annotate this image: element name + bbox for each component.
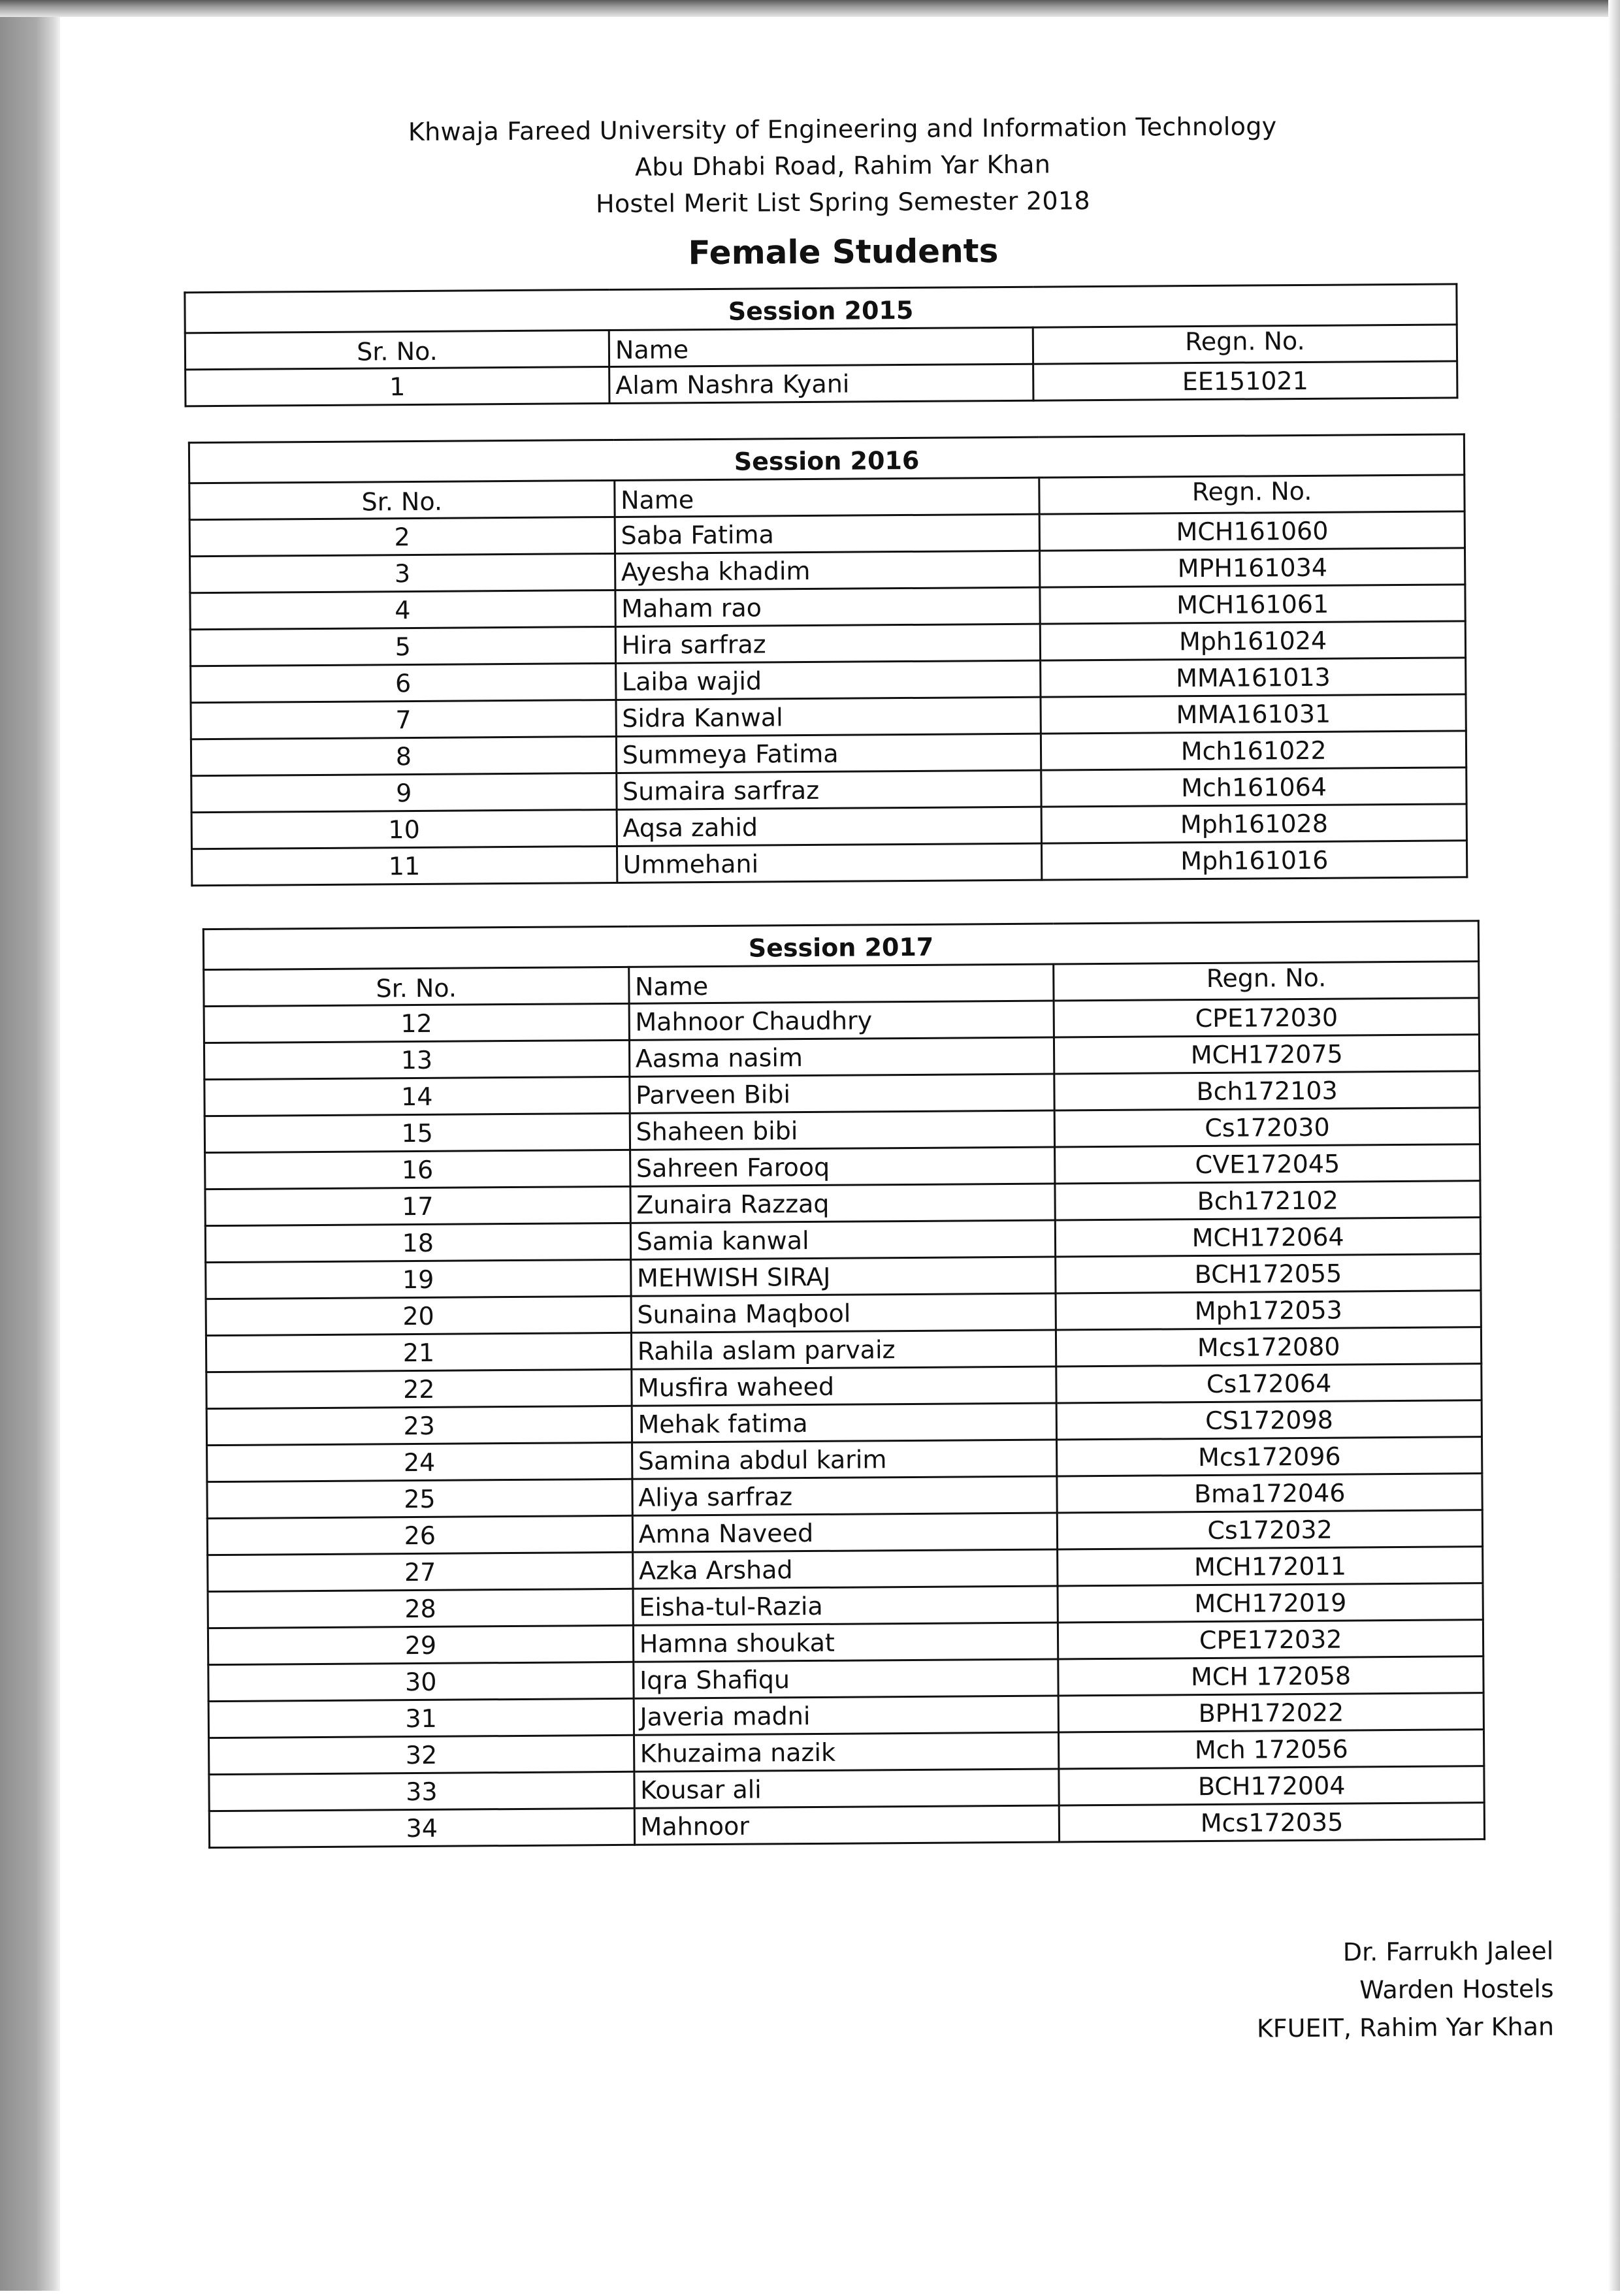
student-sr-no: 13	[204, 1040, 629, 1079]
student-regn-no: Mcs172035	[1060, 1803, 1485, 1842]
session-title: Session 2017	[203, 921, 1478, 970]
signatory-name: Dr. Farrukh Jaleel	[1342, 1936, 1554, 1967]
student-name: Hamna shoukat	[633, 1623, 1058, 1662]
student-name: Ayesha khadim	[615, 551, 1040, 590]
regn-no-header: Regn. No.	[1054, 962, 1479, 1001]
student-regn-no: EE151021	[1033, 361, 1457, 400]
student-regn-no: MCH172011	[1058, 1547, 1483, 1586]
student-regn-no: CPE172030	[1054, 998, 1479, 1037]
student-regn-no: BCH172055	[1056, 1254, 1481, 1293]
student-sr-no: 26	[207, 1515, 632, 1555]
student-name: Javeria madni	[634, 1696, 1059, 1735]
student-sr-no: 18	[205, 1223, 630, 1262]
student-name: Aliya sarfraz	[632, 1476, 1058, 1515]
student-name: Rahila aslam parvaiz	[631, 1330, 1056, 1369]
student-sr-no: 4	[190, 590, 615, 629]
student-sr-no: 28	[208, 1589, 633, 1628]
student-name: Shaheen bibi	[630, 1110, 1055, 1150]
student-regn-no: Cs172064	[1056, 1364, 1482, 1403]
student-name: Musfira waheed	[631, 1366, 1056, 1406]
student-name: Maham rao	[615, 587, 1041, 626]
student-name: Khuzaima nazik	[634, 1732, 1059, 1771]
student-name: Parveen Bibi	[629, 1074, 1054, 1113]
student-regn-no: Bma172046	[1057, 1474, 1482, 1513]
student-sr-no: 14	[204, 1076, 630, 1116]
student-sr-no: 34	[209, 1808, 634, 1847]
student-regn-no: Mch161064	[1041, 768, 1466, 807]
student-regn-no: MCH172064	[1056, 1218, 1481, 1257]
student-sr-no: 1	[186, 367, 609, 406]
student-regn-no: MCH161061	[1040, 585, 1465, 624]
student-name: Aqsa zahid	[617, 807, 1042, 846]
student-regn-no: MCH 172058	[1058, 1657, 1483, 1696]
student-regn-no: Cs172030	[1054, 1108, 1480, 1147]
student-regn-no: BPH172022	[1058, 1693, 1483, 1732]
student-regn-no: CPE172032	[1058, 1620, 1483, 1659]
student-name: Zunaira Razzaq	[630, 1184, 1056, 1223]
sr-no-header: Sr. No.	[189, 480, 615, 519]
student-row	[209, 1803, 1484, 1848]
student-name: Sidra Kanwal	[616, 697, 1041, 736]
student-regn-no: MMA161031	[1041, 694, 1466, 734]
student-sr-no: 31	[208, 1698, 634, 1738]
student-name: Ummehani	[617, 843, 1042, 882]
student-regn-no: MCH161060	[1039, 511, 1465, 551]
student-regn-no: Mch 172056	[1059, 1730, 1484, 1769]
signature-block	[1256, 1932, 1554, 2047]
student-sr-no: 9	[191, 773, 617, 812]
regn-no-header: Regn. No.	[1033, 325, 1457, 364]
student-sr-no: 5	[190, 626, 615, 666]
student-name: Mahnoor Chaudhry	[629, 1001, 1054, 1040]
student-name: Mehak fatima	[632, 1403, 1057, 1442]
student-sr-no: 16	[205, 1150, 630, 1189]
student-sr-no: 3	[190, 553, 615, 592]
student-name: Mahnoor	[634, 1805, 1060, 1845]
student-name: Samia kanwal	[630, 1220, 1056, 1259]
merit-list-title: Hostel Merit List Spring Semester 2018	[595, 186, 1091, 219]
signatory-designation: Warden Hostels	[1359, 1974, 1554, 2005]
student-regn-no: Bch172103	[1054, 1071, 1480, 1110]
student-sr-no: 12	[204, 1003, 629, 1043]
name-header: Name	[614, 477, 1039, 517]
student-name: Aasma nasim	[629, 1037, 1054, 1076]
student-sr-no: 30	[208, 1662, 634, 1701]
name-header: Name	[628, 964, 1054, 1003]
student-regn-no: Mph172053	[1056, 1291, 1481, 1330]
student-sr-no: 11	[191, 846, 617, 885]
student-name: Sunaina Maqbool	[631, 1293, 1056, 1333]
student-sr-no: 25	[207, 1479, 632, 1518]
student-name: Amna Naveed	[632, 1513, 1058, 1552]
student-sr-no: 19	[206, 1259, 631, 1299]
sr-no-header: Sr. No.	[185, 331, 609, 370]
student-name: Iqra Shafiqu	[633, 1659, 1058, 1698]
student-sr-no: 7	[191, 700, 616, 739]
session-title: Session 2015	[185, 284, 1457, 333]
student-sr-no: 23	[206, 1406, 632, 1445]
student-regn-no: BCH172004	[1059, 1766, 1484, 1805]
student-name: Sumaira sarfraz	[616, 770, 1041, 809]
student-sr-no: 20	[206, 1296, 631, 1335]
student-name: MEHWISH SIRAJ	[630, 1257, 1056, 1296]
student-regn-no: Mcs172096	[1057, 1437, 1482, 1476]
student-sr-no: 32	[209, 1735, 634, 1774]
session-2016-table	[188, 433, 1468, 886]
student-row	[186, 361, 1457, 406]
student-regn-no: Mch161022	[1041, 731, 1466, 770]
student-name: Hira sarfraz	[615, 624, 1041, 663]
student-name: Summeya Fatima	[616, 734, 1041, 773]
student-sr-no: 8	[191, 736, 616, 775]
session-title: Session 2016	[189, 434, 1464, 483]
student-regn-no: CVE172045	[1055, 1144, 1480, 1184]
student-regn-no: MCH172019	[1058, 1583, 1483, 1623]
student-regn-no: MPH161034	[1040, 548, 1465, 587]
student-name: Eisha-tul-Razia	[633, 1586, 1058, 1625]
name-header: Name	[609, 327, 1033, 366]
student-name: Saba Fatima	[615, 514, 1040, 553]
student-regn-no: Mcs172080	[1056, 1327, 1482, 1366]
student-sr-no: 29	[208, 1625, 633, 1664]
document-heading	[176, 106, 1510, 283]
signatory-institution: KFUEIT, Rahim Yar Khan	[1256, 2012, 1555, 2043]
student-name: Sahreen Farooq	[630, 1147, 1055, 1186]
student-name: Kousar ali	[634, 1769, 1060, 1808]
student-sr-no: 33	[209, 1771, 634, 1811]
student-sr-no: 24	[207, 1442, 632, 1481]
student-name: Samina abdul karim	[632, 1440, 1057, 1479]
student-sr-no: 15	[204, 1113, 630, 1152]
student-regn-no: MMA161013	[1041, 658, 1466, 697]
university-address: Abu Dhabi Road, Rahim Yar Khan	[634, 150, 1051, 182]
student-regn-no: Bch172102	[1055, 1181, 1480, 1220]
session-2017-table	[202, 920, 1485, 1849]
student-sr-no: 27	[208, 1552, 633, 1591]
student-regn-no: Mph161028	[1041, 804, 1466, 843]
student-row	[191, 841, 1466, 886]
student-sr-no: 21	[206, 1333, 631, 1372]
category-title: Female Students	[688, 232, 999, 272]
student-sr-no: 17	[205, 1186, 630, 1225]
student-name: Azka Arshad	[632, 1549, 1058, 1589]
student-regn-no: MCH172075	[1054, 1035, 1480, 1074]
session-2015-table	[184, 283, 1458, 407]
student-sr-no: 10	[191, 809, 617, 849]
student-regn-no: Mph161016	[1042, 841, 1467, 880]
student-name: Laiba wajid	[615, 660, 1041, 700]
sr-no-header: Sr. No.	[204, 967, 629, 1006]
student-regn-no: Mph161024	[1041, 621, 1466, 660]
student-name: Alam Nashra Kyani	[609, 364, 1033, 403]
student-sr-no: 22	[206, 1369, 632, 1408]
regn-no-header: Regn. No.	[1039, 475, 1465, 514]
student-sr-no: 2	[189, 517, 615, 556]
student-sr-no: 6	[191, 663, 616, 702]
student-regn-no: Cs172032	[1058, 1510, 1483, 1549]
student-regn-no: CS172098	[1056, 1400, 1482, 1440]
university-name: Khwaja Fareed University of Engineering and Information Technology	[408, 112, 1277, 147]
